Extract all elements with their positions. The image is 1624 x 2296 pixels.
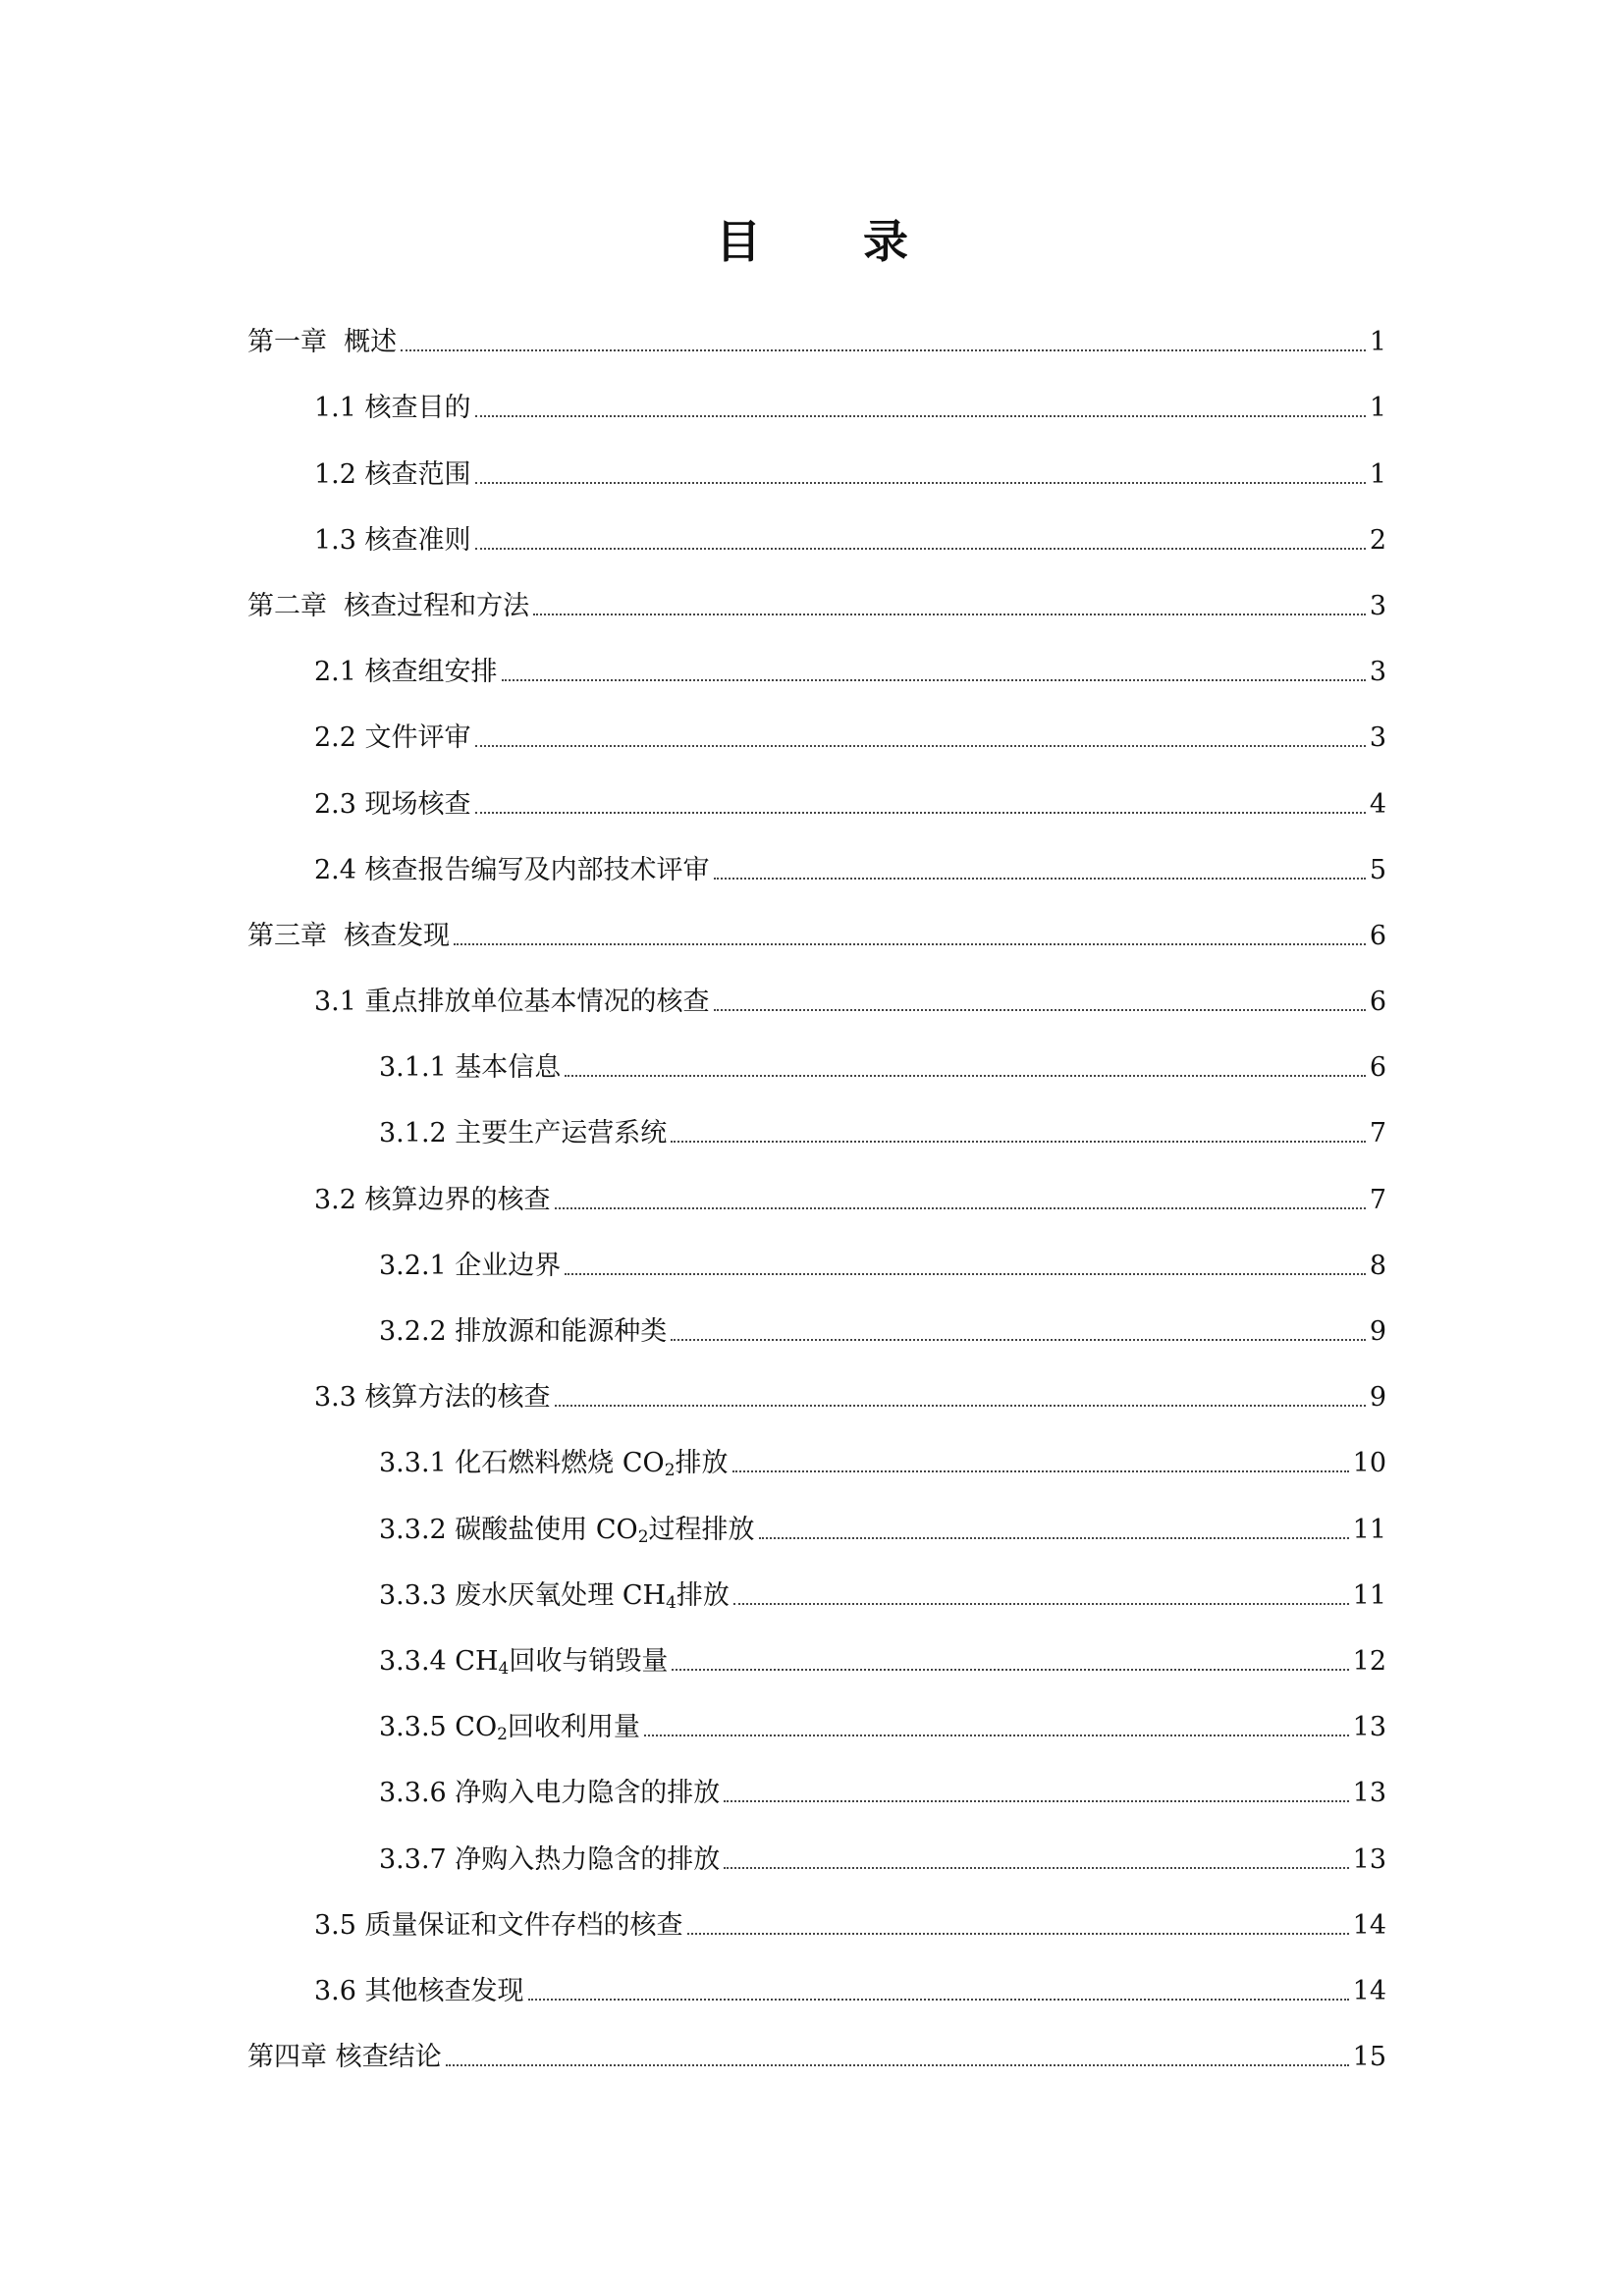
toc-entry-label bbox=[247, 325, 397, 360]
toc-leader-dots bbox=[724, 1800, 1348, 1802]
toc-entry-3-3-4[interactable] bbox=[247, 1614, 1386, 1680]
toc-entry-text: 排放 bbox=[676, 1579, 730, 1611]
toc-leader-dots bbox=[714, 1009, 1366, 1011]
toc-entry-label bbox=[314, 523, 471, 559]
toc-leader-dots bbox=[672, 1669, 1348, 1671]
toc-leader-dots bbox=[733, 1603, 1349, 1605]
toc-entry-3-3[interactable] bbox=[247, 1350, 1386, 1415]
toc-leader-dots bbox=[533, 614, 1366, 615]
toc-entry-2-2[interactable] bbox=[247, 690, 1386, 756]
toc-entry-3-2[interactable] bbox=[247, 1151, 1386, 1217]
toc-entry-label bbox=[314, 721, 471, 756]
toc-entry-number: 第三章 bbox=[247, 920, 327, 951]
toc-entry-text: 概述 bbox=[344, 327, 398, 358]
toc-entry-text: 现场核查 bbox=[364, 788, 471, 820]
subscript: 2 bbox=[637, 1526, 649, 1547]
toc-entry-1-3[interactable] bbox=[247, 493, 1386, 559]
toc-entry-label bbox=[314, 1380, 551, 1415]
toc-entry-chapter-4[interactable] bbox=[247, 2009, 1386, 2075]
toc-entry-label bbox=[247, 2040, 442, 2075]
toc-entry-page: 7 bbox=[1369, 1118, 1386, 1149]
toc-entry-number: 3.3.6 bbox=[379, 1778, 447, 1809]
toc-entry-page: 10 bbox=[1352, 1448, 1386, 1479]
toc-leader-dots bbox=[555, 1207, 1366, 1209]
toc-entry-number: 3.2 bbox=[314, 1184, 356, 1215]
toc-leader-dots bbox=[565, 1273, 1366, 1275]
toc-entry-number: 2.3 bbox=[314, 788, 356, 820]
toc-leader-dots bbox=[555, 1405, 1366, 1407]
toc-entry-text: 净购入热力隐含的排放 bbox=[455, 1843, 721, 1875]
toc-entry-3-5[interactable] bbox=[247, 1878, 1386, 1944]
toc-entry-chapter-2[interactable] bbox=[247, 559, 1386, 624]
toc-entry-page: 3 bbox=[1369, 722, 1386, 754]
toc-entry-3-3-7[interactable] bbox=[247, 1811, 1386, 1877]
toc-entry-page: 13 bbox=[1352, 1843, 1386, 1875]
toc-entry-page: 9 bbox=[1369, 1382, 1386, 1414]
toc-entry-2-1[interactable] bbox=[247, 624, 1386, 690]
toc-entry-3-3-1[interactable] bbox=[247, 1415, 1386, 1481]
toc-entry-number: 3.1.2 bbox=[379, 1118, 447, 1149]
toc-entry-text: 核查报告编写及内部技术评审 bbox=[364, 854, 710, 885]
toc-entry-text: 企业边界 bbox=[455, 1250, 562, 1281]
toc-entry-text: 化石燃料燃烧 CO bbox=[455, 1448, 665, 1479]
toc-entry-chapter-1[interactable] bbox=[247, 294, 1386, 360]
toc-entry-text: 回收利用量 bbox=[507, 1712, 640, 1743]
toc-entry-1-2[interactable] bbox=[247, 426, 1386, 492]
toc-entry-number: 3.3 bbox=[314, 1382, 356, 1414]
toc-entry-page: 13 bbox=[1352, 1712, 1386, 1743]
toc-entry-number: 3.1.1 bbox=[379, 1052, 447, 1084]
toc-entry-page: 11 bbox=[1352, 1514, 1386, 1545]
toc-entry-3-1-2[interactable] bbox=[247, 1086, 1386, 1151]
toc-entry-text: 排放 bbox=[675, 1448, 729, 1479]
toc-leader-dots bbox=[454, 943, 1366, 945]
toc-entry-page: 11 bbox=[1352, 1579, 1386, 1611]
toc-entry-text: 文件评审 bbox=[364, 722, 471, 754]
toc-entry-page: 3 bbox=[1369, 657, 1386, 688]
toc-entry-3-1[interactable] bbox=[247, 954, 1386, 1020]
toc-entry-number: 3.2.2 bbox=[379, 1316, 447, 1347]
toc-entry-label bbox=[379, 1314, 667, 1350]
toc-leader-dots bbox=[475, 415, 1366, 417]
toc-leader-dots bbox=[502, 679, 1366, 681]
toc-entry-text: 其他核查发现 bbox=[364, 1975, 524, 2006]
toc-entry-page: 7 bbox=[1369, 1184, 1386, 1215]
toc-entry-number: 3.5 bbox=[314, 1909, 356, 1941]
toc-entry-page: 5 bbox=[1369, 854, 1386, 885]
toc-entry-label bbox=[314, 1183, 551, 1218]
toc-entry-label bbox=[379, 1446, 729, 1481]
toc-entry-3-3-6[interactable] bbox=[247, 1745, 1386, 1811]
toc-entry-label bbox=[314, 1974, 524, 2009]
toc-entry-text: 废水厌氧处理 CH bbox=[455, 1579, 667, 1611]
toc-entry-page: 1 bbox=[1369, 458, 1386, 490]
toc-entry-text: 重点排放单位基本情况的核查 bbox=[364, 987, 710, 1018]
toc-entry-label bbox=[314, 655, 498, 690]
toc-entry-number: 3.1 bbox=[314, 987, 356, 1018]
toc-entry-3-1-1[interactable] bbox=[247, 1020, 1386, 1086]
toc-entry-text: 质量保证和文件存档的核查 bbox=[364, 1909, 683, 1941]
toc-entry-text: 核查过程和方法 bbox=[344, 590, 530, 621]
toc-entry-label bbox=[314, 787, 471, 823]
toc-entry-number: 第一章 bbox=[247, 327, 327, 358]
toc-entry-page: 9 bbox=[1369, 1316, 1386, 1347]
toc-entry-text: 核查目的 bbox=[364, 393, 471, 424]
toc-entry-page: 3 bbox=[1369, 590, 1386, 621]
toc-entry-page: 2 bbox=[1369, 524, 1386, 556]
toc-entry-page: 14 bbox=[1352, 1909, 1386, 1941]
toc-entry-text: 核查发现 bbox=[344, 920, 451, 951]
toc-leader-dots bbox=[475, 482, 1366, 484]
toc-entry-page: 4 bbox=[1369, 788, 1386, 820]
toc-entry-text: CH bbox=[455, 1645, 499, 1677]
toc-entry-text: 排放源和能源种类 bbox=[455, 1316, 668, 1347]
toc-entry-text: 核算方法的核查 bbox=[364, 1382, 551, 1414]
page-title: 目 录 bbox=[715, 215, 951, 268]
toc-entry-label bbox=[314, 457, 471, 493]
toc-entry-text: 主要生产运营系统 bbox=[455, 1118, 668, 1149]
toc-entry-number: 3.3.1 bbox=[379, 1448, 447, 1479]
toc-leader-dots bbox=[475, 812, 1366, 814]
toc-entry-text: 碳酸盐使用 CO bbox=[455, 1514, 638, 1545]
toc-entry-number: 3.6 bbox=[314, 1975, 356, 2006]
toc-leader-dots bbox=[528, 1999, 1349, 2001]
toc-entry-number: 2.1 bbox=[314, 657, 356, 688]
toc-leader-dots bbox=[714, 878, 1366, 880]
toc-leader-dots bbox=[475, 548, 1366, 550]
toc-entry-page: 1 bbox=[1369, 327, 1386, 358]
toc-entry-number: 1.1 bbox=[314, 393, 356, 424]
toc-leader-dots bbox=[724, 1867, 1348, 1869]
toc-leader-dots bbox=[446, 2064, 1349, 2066]
toc-entry-2-4[interactable] bbox=[247, 823, 1386, 888]
toc-entry-text: 核查准则 bbox=[364, 524, 471, 556]
toc-entry-number: 2.4 bbox=[314, 854, 356, 885]
subscript: 4 bbox=[498, 1658, 510, 1679]
toc-entry-3-2-1[interactable] bbox=[247, 1218, 1386, 1284]
toc-entry-page: 1 bbox=[1369, 393, 1386, 424]
toc-entry-label bbox=[379, 1644, 668, 1680]
toc-entry-number: 1.3 bbox=[314, 524, 356, 556]
toc-entry-label bbox=[379, 1842, 720, 1878]
toc-entry-page: 14 bbox=[1352, 1975, 1386, 2006]
toc-entry-3-3-3[interactable] bbox=[247, 1548, 1386, 1614]
subscript: 2 bbox=[497, 1725, 508, 1745]
subscript: 4 bbox=[666, 1592, 677, 1613]
toc-entry-text: 核查范围 bbox=[364, 458, 471, 490]
toc-entry-number: 2.2 bbox=[314, 722, 356, 754]
toc-entry-label bbox=[247, 919, 450, 954]
toc-entry-label bbox=[379, 1249, 561, 1284]
toc-entry-page: 6 bbox=[1369, 920, 1386, 951]
toc-entry-text: 净购入电力隐含的排放 bbox=[455, 1778, 721, 1809]
toc-entry-number: 3.3.2 bbox=[379, 1514, 447, 1545]
toc-entry-number: 第四章 bbox=[247, 2042, 327, 2073]
toc-entry-text: CO bbox=[455, 1712, 498, 1743]
toc-entry-page: 13 bbox=[1352, 1778, 1386, 1809]
toc-entry-2-3[interactable] bbox=[247, 756, 1386, 822]
toc-leader-dots bbox=[732, 1470, 1349, 1472]
toc-leader-dots bbox=[671, 1339, 1366, 1341]
toc-leader-dots bbox=[644, 1735, 1349, 1736]
toc-entry-page: 6 bbox=[1369, 987, 1386, 1018]
toc-entry-label bbox=[379, 1116, 667, 1151]
toc-entry-text: 核查组安排 bbox=[364, 657, 498, 688]
toc-entry-3-6[interactable] bbox=[247, 1944, 1386, 2009]
toc-entry-text: 核算边界的核查 bbox=[364, 1184, 551, 1215]
toc-entry-3-3-5[interactable] bbox=[247, 1680, 1386, 1745]
toc-entry-page: 15 bbox=[1352, 2042, 1386, 2073]
toc-entry-text: 过程排放 bbox=[648, 1514, 755, 1545]
toc-entry-label bbox=[379, 1050, 561, 1086]
toc-entry-text: 核查结论 bbox=[335, 2042, 442, 2073]
toc-entry-number: 3.3.5 bbox=[379, 1712, 447, 1743]
toc-leader-dots bbox=[565, 1075, 1366, 1077]
toc-entry-label bbox=[314, 1908, 683, 1944]
toc-entry-label bbox=[379, 1776, 720, 1811]
toc-entry-chapter-3[interactable] bbox=[247, 888, 1386, 954]
toc-entry-number: 3.3.7 bbox=[379, 1843, 447, 1875]
toc-entry-3-3-2[interactable] bbox=[247, 1481, 1386, 1547]
toc-entry-number: 1.2 bbox=[314, 458, 356, 490]
toc-entry-page: 6 bbox=[1369, 1052, 1386, 1084]
toc-entry-page: 8 bbox=[1369, 1250, 1386, 1281]
toc-leader-dots bbox=[687, 1933, 1349, 1935]
toc-entry-page: 12 bbox=[1352, 1645, 1386, 1677]
toc-entry-label bbox=[314, 985, 710, 1020]
toc-entry-label bbox=[379, 1710, 640, 1745]
toc-entry-label bbox=[247, 589, 529, 624]
toc-entry-label bbox=[379, 1578, 730, 1614]
toc-entry-3-2-2[interactable] bbox=[247, 1284, 1386, 1350]
toc-leader-dots bbox=[475, 745, 1366, 747]
toc-leader-dots bbox=[671, 1141, 1366, 1143]
toc-entry-label bbox=[379, 1513, 755, 1548]
toc-entry-number: 3.3.4 bbox=[379, 1645, 447, 1677]
toc-entry-number: 第二章 bbox=[247, 590, 327, 621]
toc-entry-number: 3.3.3 bbox=[379, 1579, 447, 1611]
toc-entry-number: 3.2.1 bbox=[379, 1250, 447, 1281]
table-of-contents bbox=[247, 294, 1386, 2075]
toc-entry-label bbox=[314, 853, 710, 888]
toc-entry-text: 回收与销毁量 bbox=[509, 1645, 669, 1677]
toc-leader-dots bbox=[759, 1537, 1349, 1539]
toc-entry-text: 基本信息 bbox=[455, 1052, 562, 1084]
toc-entry-label bbox=[314, 391, 471, 426]
toc-entry-1-1[interactable] bbox=[247, 360, 1386, 426]
toc-leader-dots bbox=[401, 349, 1366, 351]
subscript: 2 bbox=[664, 1461, 676, 1481]
